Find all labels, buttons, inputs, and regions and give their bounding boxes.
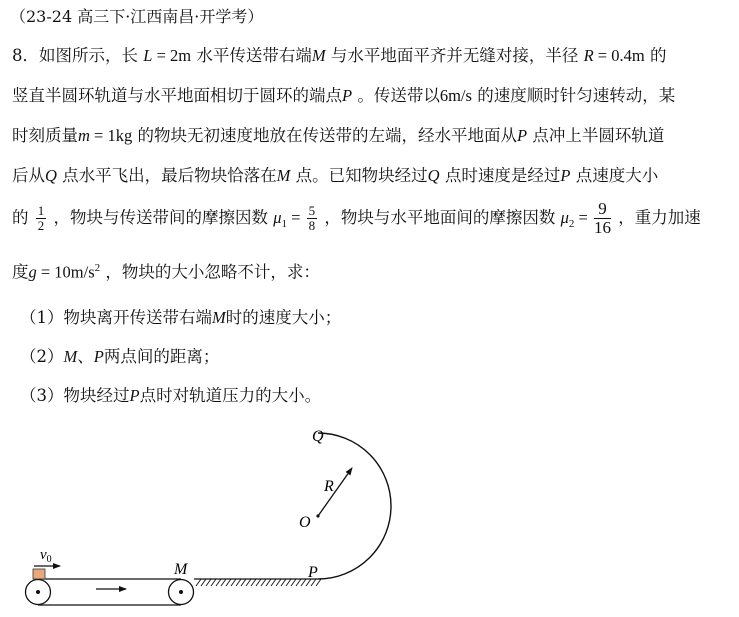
- problem-line-4: 后从Q 点水平飞出，最后物块恰落在M 点。已知物块经过Q 点时速度是经过P 点速度大小: [12, 166, 659, 185]
- fraction-half: $\frac{1}{2}$: [37, 203, 45, 233]
- fraction-mu1: $\frac{5}{8}$: [308, 203, 316, 233]
- label-R: R: [324, 478, 334, 495]
- semicircle-track: [318, 433, 391, 579]
- source-tag: （23-24 高三下·江西南昌·开学考）: [10, 7, 264, 26]
- problem-line-1: 8．如图所示，长 L = 2m 水平传送带右端M 与水平地面平齐并无缝对接，半径 R = 0.4m 的: [12, 46, 667, 65]
- center-point: [316, 514, 319, 517]
- question-2: （2）M、P两点间的距离；: [20, 347, 220, 366]
- conveyor-belt: [26, 579, 194, 605]
- v0-label: $v_0$: [40, 547, 52, 565]
- problem-line-5: 的 $\frac{1}{2}$ ，物块与传送带间的摩擦因数 $\mu_1$ = $\frac{5}{8}$ ，物块与水平地面间的摩擦因数 $\mu_2$ = $\frac{9}{16}$ ，重力加速: [12, 199, 701, 237]
- problem-line-3: 时刻质量m = 1kg 的物块无初速度地放在传送带的左端，经水平地面从P 点冲上半圆环轨道: [12, 126, 665, 145]
- ground: [194, 579, 321, 586]
- label-M: M: [174, 561, 188, 578]
- fraction-mu2: $\frac{9}{16}$: [593, 199, 611, 237]
- question-1: （1）物块离开传送带右端M时的速度大小；: [20, 308, 342, 327]
- label-O: O: [299, 514, 311, 531]
- problem-line-2: 竖直半圆环轨道与水平地面相切于圆环的端点P 。传送带以6m/s 的速度顺时针匀速转动，某: [12, 86, 676, 105]
- question-3: （3）物块经过P点时对轨道压力的大小。: [20, 386, 322, 405]
- problem-line-6: 度$g = 10m/s^2$ ，物块的大小忽略不计，求：: [12, 262, 320, 282]
- block: [33, 569, 45, 579]
- label-P: P: [308, 564, 318, 581]
- label-Q: Q: [312, 428, 324, 445]
